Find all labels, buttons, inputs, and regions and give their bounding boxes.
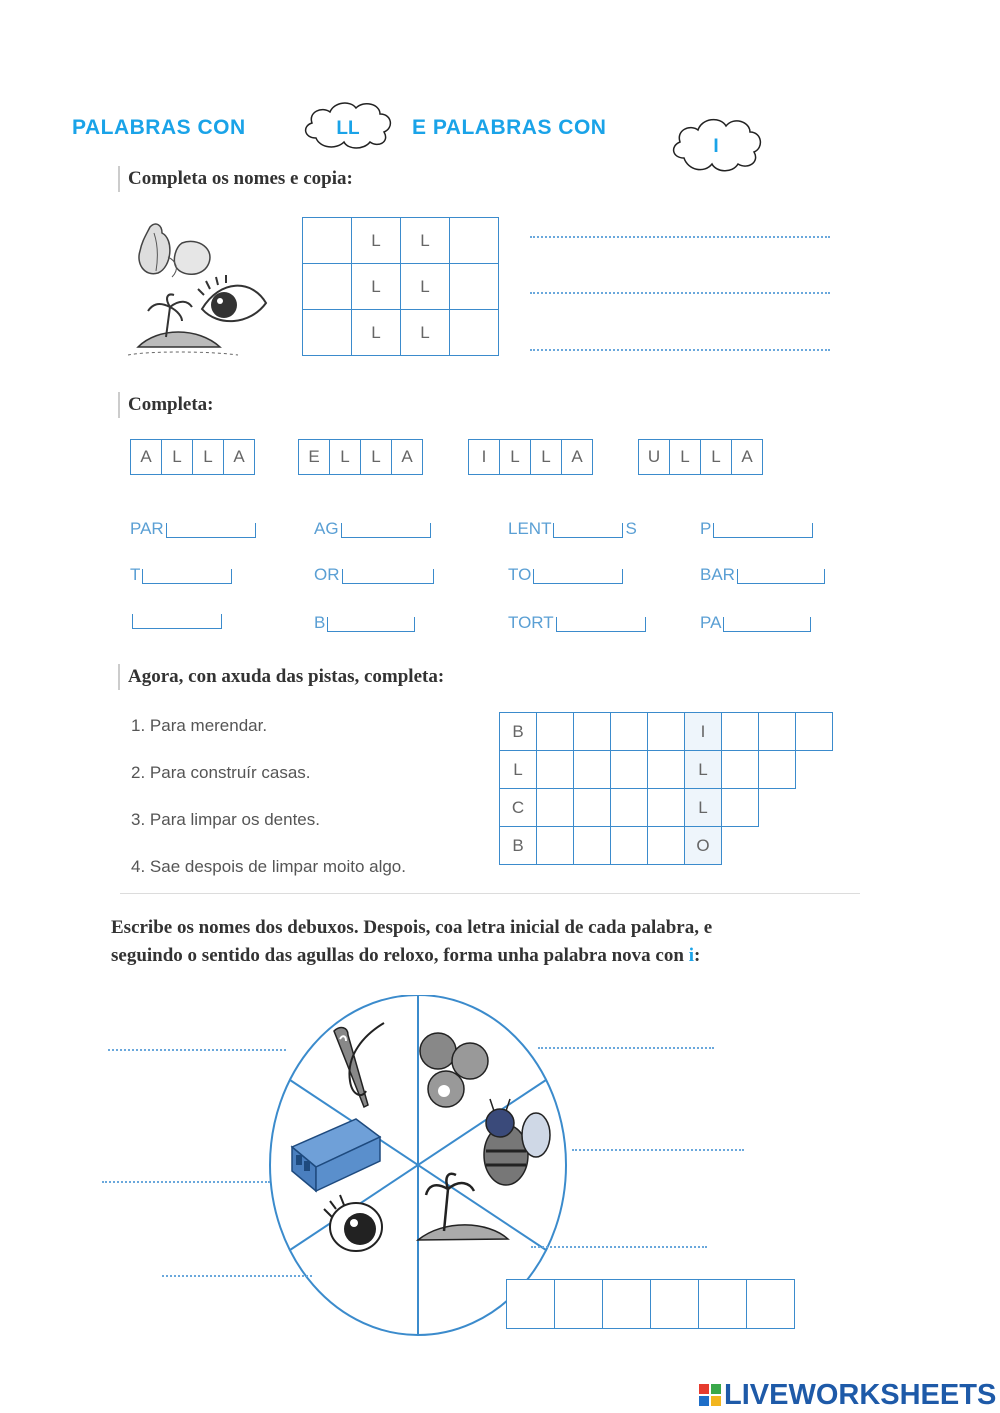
crossword-cell: L — [499, 750, 537, 789]
fill-blank[interactable] — [132, 614, 222, 629]
crossword-cell: L — [684, 750, 722, 789]
instruction-line2-text: seguindo o sentido das agullas do reloxo, forma unha palabra nova con — [111, 945, 689, 966]
syllable-letter: U — [638, 439, 670, 475]
crossword-cell[interactable] — [647, 750, 685, 789]
clue-1: 1. Para merendar. — [131, 716, 268, 735]
clue-4: 4. Sae despois de limpar moito algo. — [131, 857, 406, 876]
syllable-letter: L — [499, 439, 531, 475]
syllable-letter: A — [561, 439, 593, 475]
answer-line-bee[interactable] — [572, 1149, 744, 1151]
crossword-cell[interactable] — [573, 788, 611, 827]
copy-line-1[interactable] — [530, 236, 830, 238]
syllable-letter: I — [468, 439, 500, 475]
syllable-letter: A — [731, 439, 763, 475]
grid-cell: L — [400, 263, 450, 310]
liveworksheets-logo — [698, 1378, 998, 1412]
crossword-cell[interactable] — [721, 712, 759, 751]
crossword-cell: C — [499, 788, 537, 827]
answer-line-island[interactable] — [531, 1246, 707, 1248]
crossword-cell[interactable] — [573, 712, 611, 751]
title-part-1: PALABRAS CON — [72, 116, 246, 139]
section3-instruction: Agora, con axuda das pistas, completa: — [128, 666, 445, 687]
eye-icon — [198, 275, 266, 321]
fill-prefix: LENT — [508, 519, 552, 538]
section4-instruction-line1: Escribe os nomes dos debuxos. Despois, coa letra inicial de cada palabra, e — [111, 917, 713, 938]
grid-cell[interactable] — [302, 309, 352, 356]
crossword-cell[interactable] — [536, 750, 574, 789]
section2-instruction: Completa: — [128, 394, 214, 415]
crossword-cell[interactable] — [536, 788, 574, 827]
fill-item — [700, 566, 827, 584]
fill-blank[interactable] — [737, 569, 825, 584]
crossword-cell[interactable] — [573, 826, 611, 865]
new-word-letter-box[interactable] — [650, 1279, 699, 1329]
instruction-line2-colon: : — [693, 945, 701, 966]
clue-3: 3. Para limpar os dentes. — [131, 810, 320, 829]
new-word-letter-box[interactable] — [554, 1279, 603, 1329]
new-word-letter-box[interactable] — [506, 1279, 555, 1329]
answer-line-eye[interactable] — [162, 1275, 312, 1277]
liveworksheets-logo-icon — [698, 1383, 722, 1407]
fill-item — [508, 520, 637, 538]
grid-cell: L — [400, 309, 450, 356]
syllable-letter: L — [700, 439, 732, 475]
new-word-letter-box[interactable] — [602, 1279, 651, 1329]
copy-line-2[interactable] — [530, 292, 830, 294]
fill-item — [130, 566, 234, 584]
fill-prefix: TORT — [508, 613, 554, 632]
fill-prefix: B — [314, 613, 326, 632]
new-word-letter-box[interactable] — [698, 1279, 747, 1329]
grid-cell: L — [351, 309, 401, 356]
fill-item — [130, 520, 258, 538]
cloud-ll-label: LL — [336, 118, 360, 139]
fill-blank[interactable] — [553, 523, 623, 538]
crossword-cell: B — [499, 712, 537, 751]
syllable-letter: A — [391, 439, 423, 475]
syllable-letter: L — [360, 439, 392, 475]
fill-blank[interactable] — [713, 523, 813, 538]
crossword-cell[interactable] — [610, 750, 648, 789]
crossword-cell[interactable] — [758, 712, 796, 751]
garlic-icon — [139, 224, 210, 277]
fill-blank[interactable] — [533, 569, 623, 584]
crossword-cell[interactable] — [647, 712, 685, 751]
fill-item — [700, 520, 815, 538]
cloud-i — [666, 112, 766, 178]
syllable-letter: L — [161, 439, 193, 475]
cloud-ll — [298, 96, 398, 156]
fill-item — [508, 566, 625, 584]
syllable-letter: E — [298, 439, 330, 475]
crossword-cell[interactable] — [536, 712, 574, 751]
grid-cell[interactable] — [449, 217, 499, 264]
fill-blank[interactable] — [723, 617, 811, 632]
fill-prefix: TO — [508, 565, 532, 584]
fill-blank[interactable] — [342, 569, 434, 584]
fill-blank[interactable] — [341, 523, 431, 538]
fill-prefix: AG — [314, 519, 339, 538]
crossword-cell[interactable] — [721, 788, 759, 827]
crossword-cell[interactable] — [573, 750, 611, 789]
fill-prefix: OR — [314, 565, 340, 584]
crossword-cell: L — [684, 788, 722, 827]
syllable-letter: L — [669, 439, 701, 475]
crossword-cell[interactable] — [647, 826, 685, 865]
fill-blank[interactable] — [327, 617, 415, 632]
grid-cell: L — [400, 217, 450, 264]
fill-item — [130, 614, 224, 629]
crossword-cell[interactable] — [647, 788, 685, 827]
cloud-i-label: I — [713, 136, 719, 157]
fill-blank[interactable] — [166, 523, 256, 538]
crossword-cell[interactable] — [610, 826, 648, 865]
crossword-cell: O — [684, 826, 722, 865]
grid-cell[interactable] — [449, 309, 499, 356]
crossword-cell[interactable] — [758, 750, 796, 789]
fill-item — [314, 614, 417, 632]
crossword-cell[interactable] — [721, 750, 759, 789]
crossword-cell: B — [499, 826, 537, 865]
fill-blank[interactable] — [556, 617, 646, 632]
grid-cell[interactable] — [449, 263, 499, 310]
syllable-letter: L — [329, 439, 361, 475]
title-part-2: E PALABRAS CON — [412, 116, 607, 139]
crossword-cell[interactable] — [610, 788, 648, 827]
crossword-cell[interactable] — [610, 712, 648, 751]
grid-cell: L — [351, 217, 401, 264]
fill-item — [700, 614, 813, 632]
fill-prefix: BAR — [700, 565, 735, 584]
syllable-letter: L — [192, 439, 224, 475]
fill-item — [508, 614, 648, 632]
grid-cell[interactable] — [302, 263, 352, 310]
liveworksheets-logo-text: LIVEWORKSHEETS — [724, 1378, 997, 1411]
clue-2: 2. Para construír casas. — [131, 763, 311, 782]
section4-instruction-line2 — [111, 942, 941, 970]
answer-line-brick[interactable] — [102, 1181, 270, 1183]
grid-cell: L — [351, 263, 401, 310]
grid-cell[interactable] — [302, 217, 352, 264]
answer-line-needle[interactable] — [108, 1049, 286, 1051]
fill-prefix: P — [700, 519, 712, 538]
crossword-cell[interactable] — [536, 826, 574, 865]
instruction-highlight-letter: i — [688, 945, 694, 966]
copy-line-3[interactable] — [530, 349, 830, 351]
answer-line-grapes[interactable] — [538, 1047, 714, 1049]
fill-item — [314, 520, 433, 538]
new-word-letter-box[interactable] — [746, 1279, 795, 1329]
crossword-cell: I — [684, 712, 722, 751]
syllable-letter: A — [223, 439, 255, 475]
fill-suffix: S — [625, 519, 637, 538]
fill-prefix: PAR — [130, 519, 164, 538]
crossword-cell[interactable] — [795, 712, 833, 751]
fill-item — [314, 566, 436, 584]
section1-instruction: Completa os nomes e copia: — [128, 168, 353, 189]
fill-blank[interactable] — [142, 569, 232, 584]
fill-prefix: PA — [700, 613, 722, 632]
fill-prefix: T — [130, 565, 141, 584]
syllable-letter: L — [530, 439, 562, 475]
section1-illustrations — [128, 215, 268, 365]
syllable-letter: A — [130, 439, 162, 475]
